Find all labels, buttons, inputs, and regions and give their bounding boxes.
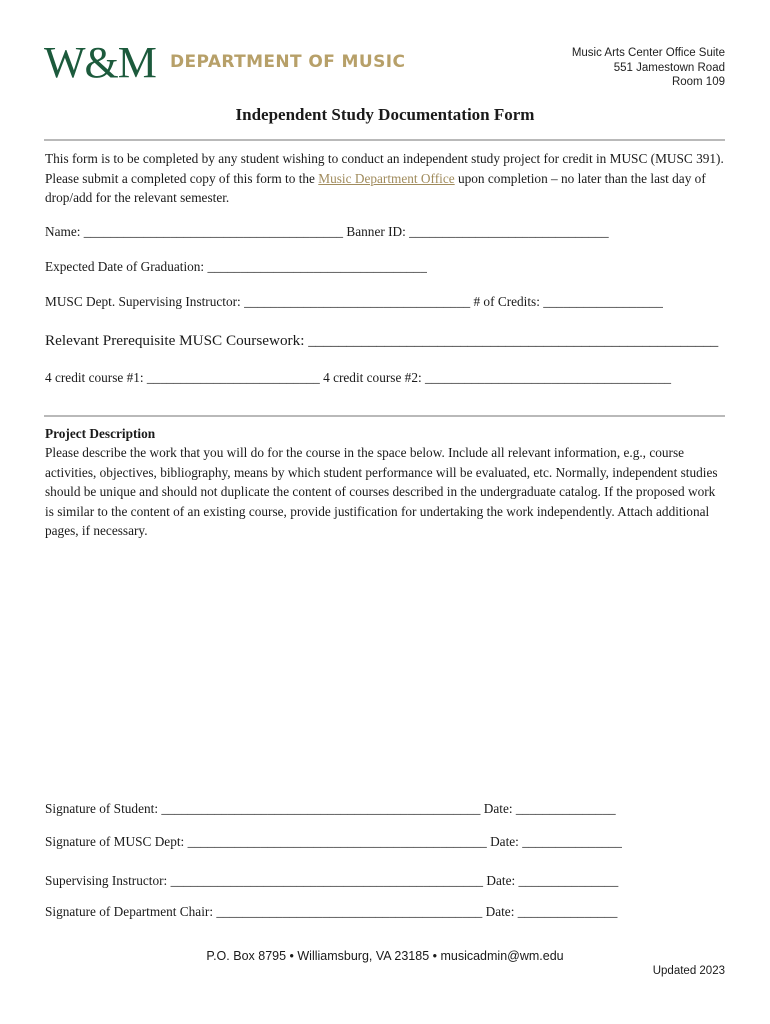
- student-signature-field[interactable]: Signature of Student: ________________________________________________ Date: _______________: [45, 801, 616, 816]
- address-line-3: Room 109: [671, 76, 725, 88]
- name-banner-field[interactable]: Name: _______________________________________ Banner ID: ______________________________: [45, 224, 609, 239]
- project-description-heading: Project Description: [45, 426, 156, 441]
- music-office-link[interactable]: Music Department Office: [318, 170, 455, 186]
- divider-top: [44, 139, 725, 141]
- instructor-credits-field[interactable]: MUSC Dept. Supervising Instructor: __________________________________ # of Credits: __________________: [45, 294, 663, 309]
- project-description-body: Please describe the work that you will do for the course in the space below. Include all relevant information, e.g., course activities, objectives, bibliography, means by which student performance will be evaluated, etc. Normally, independent studies should be unique and should not duplicate the content of courses described in the undergraduate catalog. If the proposed work is similar to the content of an existing course, provide justification for undertaking the work independently. Attach additional pages, if necessary.: [45, 445, 718, 538]
- page-title: Independent Study Documentation Form: [235, 105, 535, 124]
- intro-text-start: This form is to be completed by any student wishing to conduct an independent study project for credit in MUSC (MUSC 391). Please submit a completed copy of this form to the: [45, 151, 724, 186]
- divider-middle: [44, 415, 725, 417]
- chair-signature-field[interactable]: Signature of Department Chair: ________________________________________ Date: _______________: [45, 904, 618, 919]
- address-line-2: 551 Jamestown Road: [613, 61, 725, 74]
- footer-contact: P.O. Box 8795 • Williamsburg, VA 23185 • musicadmin@wm.edu: [206, 949, 564, 963]
- prerequisite-field[interactable]: Relevant Prerequisite MUSC Coursework: ______________________________________________________: [45, 332, 719, 349]
- address-line-1: Music Arts Center Office Suite: [571, 47, 725, 59]
- department-name: DEPARTMENT OF MUSIC: [170, 52, 406, 72]
- updated-date: Updated 2023: [652, 965, 725, 977]
- instructor-signature-field[interactable]: Supervising Instructor: _______________________________________________ Date: _______________: [45, 873, 619, 888]
- intro-paragraph: [45, 149, 735, 208]
- office-address: [572, 46, 725, 90]
- intro-text-end: upon completion – no later than the last day of drop/add for the relevant semester.: [45, 170, 706, 205]
- graduation-date-field[interactable]: Expected Date of Graduation: _________________________________: [45, 259, 427, 274]
- wm-logo: W&M: [44, 38, 156, 87]
- credit-courses-field[interactable]: 4 credit course #1: __________________________ 4 credit course #2: _____________________________________: [45, 370, 671, 385]
- dept-signature-field[interactable]: Signature of MUSC Dept: _____________________________________________ Date: _______________: [45, 834, 622, 849]
